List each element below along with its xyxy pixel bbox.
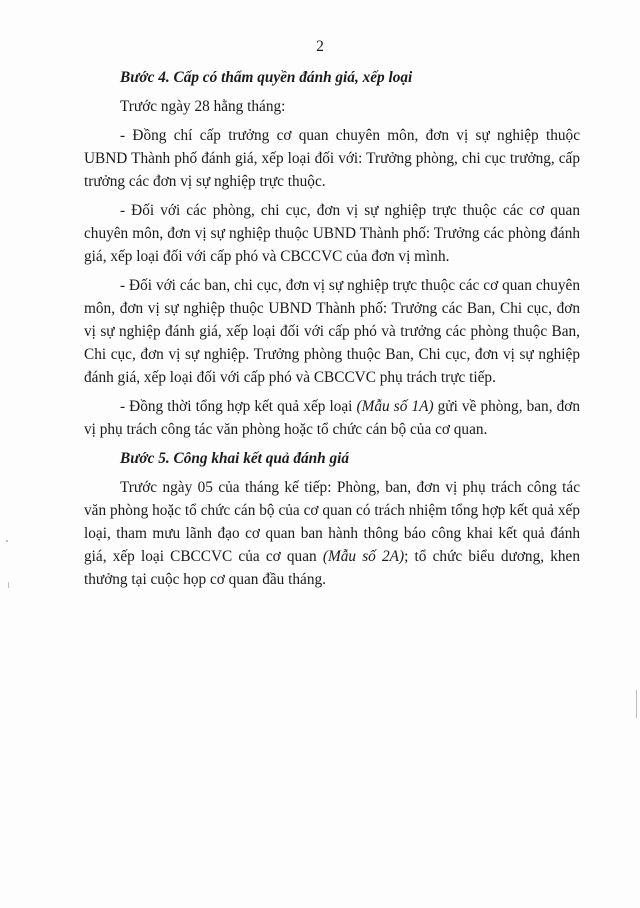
form-reference-1a: (Mẫu số 1A) — [356, 398, 434, 415]
step4-intro: Trước ngày 28 hằng tháng: — [120, 98, 286, 115]
step4-p4-text-before: - Đồng thời tổng hợp kết quả xếp loại — [120, 398, 357, 415]
scan-artifact-right-edge — [636, 690, 637, 718]
step4-paragraph-3: - Đối với các ban, chi cục, đơn vị sự nghiệp trực thuộc các cơ quan chuyên môn, đơn vị sự nghiệp thuộc UBND Thành phố: Trưởng các Ban, Chi cục, đơn vị sự nghiệp đánh giá, xếp loại đối với cấp phó và trưởng các phòng thuộc Ban, Chi cục, đơn vị sự nghiệp. Trưởng phòng thuộc Ban, Chi cục, đơn vị sự nghiệp đánh giá, xếp loại đối với cấp phó và CBCCVC phụ trách trực tiếp. — [84, 277, 580, 386]
step4-paragraph-1: - Đồng chí cấp trưởng cơ quan chuyên môn, đơn vị sự nghiệp thuộc UBND Thành phố đánh giá, xếp loại đối với: Trưởng phòng, chi cục trưởng, cấp trưởng các đơn vị sự nghiệp trực thuộc. — [84, 127, 580, 190]
step4-paragraph-4 — [84, 395, 580, 441]
step4-heading: Bước 4. Cấp có thẩm quyền đánh giá, xếp loại — [120, 69, 413, 86]
document-body — [84, 66, 580, 597]
form-reference-2a: (Mẫu số 2A) — [322, 548, 405, 565]
page-number: 2 — [316, 38, 324, 55]
step5-heading: Bước 5. Công khai kết quả đánh giá — [120, 450, 350, 467]
step5-p1-text-after: ; tổ chức biểu dương, khen thưởng tại cuộc họp cơ quan đầu tháng. — [84, 548, 580, 588]
step4-p4-text-after: gửi về phòng, ban, đơn vị phụ trách công tác văn phòng hoặc tổ chức cán bộ của cơ quan. — [84, 398, 580, 438]
step5-paragraph-1 — [84, 476, 580, 591]
step5-p1-text-before: Trước ngày 05 của tháng kế tiếp: Phòng, ban, đơn vị phụ trách công tác văn phòng hoặc tổ chức cán bộ của cơ quan có trách nhiệm tổng hợp kết quả xếp loại, tham mưu lãnh đạo cơ quan ban hành thông báo công khai kết quả đánh giá, xếp loại CBCCVC của cơ quan — [84, 479, 580, 565]
step4-paragraph-2: - Đối với các phòng, chi cục, đơn vị sự nghiệp trực thuộc các cơ quan chuyên môn, đơn vị sự nghiệp thuộc UBND Thành phố: Trưởng các phòng đánh giá, xếp loại đối với cấp phó và CBCCVC của đơn vị mình. — [84, 202, 580, 265]
scan-artifact-left-tick — [8, 582, 9, 588]
scan-artifact-left-dot — [6, 540, 8, 542]
